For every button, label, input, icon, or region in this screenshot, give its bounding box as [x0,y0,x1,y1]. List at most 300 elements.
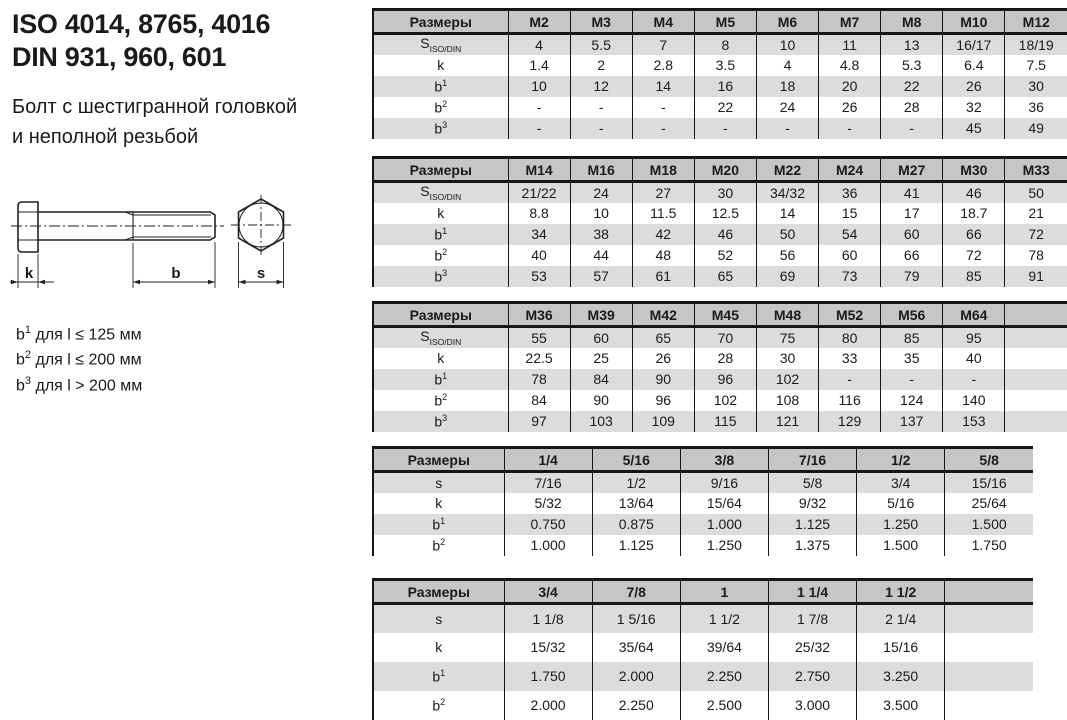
row-label: $b^1$ [373,662,504,691]
value-cell: 46 [694,224,756,245]
value-cell: 18/19 [1005,34,1067,55]
metric-table-m2-m12 [372,8,1067,139]
value-cell: 2.250 [592,691,680,720]
value-cell: 15/32 [504,633,592,662]
value-cell: 8.8 [508,203,570,224]
value-cell: 1/2 [592,472,680,493]
size-column-header: M2 [508,10,570,34]
value-cell: 2.250 [680,662,768,691]
value-cell: 22 [881,76,943,97]
table-header-row [373,580,1033,604]
value-cell: 84 [508,390,570,411]
value-cell: 42 [632,224,694,245]
table-corner-label: Размеры [373,448,504,472]
value-cell: 15 [819,203,881,224]
value-cell: 34/32 [756,182,818,203]
dimension-row [373,327,1067,348]
value-cell: 40 [943,348,1005,369]
value-cell: 1 7/8 [768,604,856,633]
value-cell: 3.5 [694,55,756,76]
value-cell: 11 [819,34,881,55]
value-cell: 3.250 [857,662,945,691]
empty-column-header [945,580,1033,604]
value-cell: 60 [881,224,943,245]
size-column-header: M52 [819,303,881,327]
value-cell: 22.5 [508,348,570,369]
value-cell: 26 [943,76,1005,97]
value-cell: 28 [694,348,756,369]
value-cell: 27 [632,182,694,203]
value-cell: 3/4 [857,472,945,493]
value-cell: - [943,369,1005,390]
value-cell: 95 [943,327,1005,348]
row-label: s [373,604,504,633]
value-cell: 38 [570,224,632,245]
value-cell: 21/22 [508,182,570,203]
dimension-row [373,369,1067,390]
value-cell: 13 [881,34,943,55]
dim-label-b: b [171,265,181,282]
value-cell: 109 [632,411,694,432]
value-cell: 3.000 [768,691,856,720]
value-cell: 26 [819,97,881,118]
value-cell: 73 [819,266,881,287]
footnotes [16,320,142,396]
value-cell: - [881,369,943,390]
value-cell: 50 [1005,182,1067,203]
table-corner-label: Размеры [373,580,504,604]
size-column-header: 1 1/4 [768,580,856,604]
value-cell: 1.750 [504,662,592,691]
value-cell: 12.5 [694,203,756,224]
dimension-row [373,535,1033,556]
value-cell: 5/32 [504,493,592,514]
value-cell: 96 [694,369,756,390]
value-cell: 2.750 [768,662,856,691]
empty-cell [945,691,1033,720]
empty-cell [945,662,1033,691]
value-cell: 1.000 [504,535,592,556]
value-cell: 85 [881,327,943,348]
value-cell: 2.000 [504,691,592,720]
value-cell: 7.5 [1005,55,1067,76]
value-cell: - [632,97,694,118]
value-cell: 102 [756,369,818,390]
size-column-header: M48 [756,303,818,327]
dimension-row [373,224,1067,245]
value-cell: 9/32 [768,493,856,514]
table-corner-label: Размеры [373,303,508,327]
value-cell: 39/64 [680,633,768,662]
value-cell: 16 [694,76,756,97]
dimension-row [373,55,1067,76]
value-cell: 1.125 [768,514,856,535]
value-cell: 96 [632,390,694,411]
value-cell: 6.4 [943,55,1005,76]
value-cell: 72 [943,245,1005,266]
size-column-header: M42 [632,303,694,327]
dimension-row [373,390,1067,411]
value-cell: - [570,118,632,139]
size-column-header: M4 [632,10,694,34]
dim-label-k: k [24,265,34,282]
value-cell: 90 [570,390,632,411]
value-cell: - [508,97,570,118]
value-cell: 52 [694,245,756,266]
row-label: $b^2$ [373,245,508,266]
size-column-header: M5 [694,10,756,34]
footnote-b1: $b^1$ для l ≤ 125 мм [16,324,142,344]
row-label: s [373,472,504,493]
value-cell: 35/64 [592,633,680,662]
value-cell: 108 [756,390,818,411]
value-cell: 25 [570,348,632,369]
value-cell: 32 [943,97,1005,118]
row-label: $b^2$ [373,535,504,556]
row-label: $S_{ISO/DIN}$ [373,34,508,55]
row-label: $b^2$ [373,97,508,118]
product-name [12,92,297,152]
size-column-header: M39 [570,303,632,327]
value-cell: 36 [1005,97,1067,118]
value-cell: 124 [881,390,943,411]
value-cell: 10 [570,203,632,224]
iso-standards-line: ISO 4014, 8765, 4016 [12,9,271,39]
value-cell: 34 [508,224,570,245]
value-cell: 15/64 [680,493,768,514]
value-cell: 2.8 [632,55,694,76]
value-cell: 50 [756,224,818,245]
value-cell: 7 [632,34,694,55]
value-cell: 79 [881,266,943,287]
value-cell: - [632,118,694,139]
row-label: $b^1$ [373,76,508,97]
size-column-header: M7 [819,10,881,34]
size-column-header: M36 [508,303,570,327]
value-cell: 20 [819,76,881,97]
value-cell: 115 [694,411,756,432]
value-cell: - [570,97,632,118]
imperial-table-quarter-to-5-8 [372,446,1033,556]
size-column-header: 5/8 [945,448,1033,472]
empty-cell [945,604,1033,633]
size-column-header: 1 1/2 [857,580,945,604]
row-label: $b^2$ [373,390,508,411]
empty-cell [1005,369,1067,390]
size-column-header: 1/4 [504,448,592,472]
value-cell: 78 [1005,245,1067,266]
value-cell: 137 [881,411,943,432]
size-column-header: 3/8 [680,448,768,472]
value-cell: 16/17 [943,34,1005,55]
value-cell: 85 [943,266,1005,287]
size-column-header: M12 [1005,10,1067,34]
value-cell: 1.500 [945,514,1033,535]
value-cell: 30 [756,348,818,369]
value-cell: 11.5 [632,203,694,224]
value-cell: 140 [943,390,1005,411]
row-label: k [373,633,504,662]
size-column-header: 7/8 [592,580,680,604]
value-cell: 60 [819,245,881,266]
value-cell: 91 [1005,266,1067,287]
dimension-row [373,514,1033,535]
value-cell: 65 [632,327,694,348]
value-cell: 13/64 [592,493,680,514]
value-cell: 18 [756,76,818,97]
value-cell: 22 [694,97,756,118]
size-column-header: M27 [881,158,943,182]
dimension-row [373,348,1067,369]
standards-title [12,8,270,74]
value-cell: 4 [508,34,570,55]
value-cell: 0.750 [504,514,592,535]
value-cell: 45 [943,118,1005,139]
empty-cell [1005,411,1067,432]
row-label: $S_{ISO/DIN}$ [373,327,508,348]
value-cell: 4 [756,55,818,76]
value-cell: 90 [632,369,694,390]
value-cell: 55 [508,327,570,348]
dimension-row [373,691,1033,720]
value-cell: 66 [881,245,943,266]
value-cell: 15/16 [857,633,945,662]
size-column-header: 1 [680,580,768,604]
value-cell: 26 [632,348,694,369]
value-cell: 1 5/16 [592,604,680,633]
size-column-header: M6 [756,10,818,34]
din-standards-line: DIN 931, 960, 601 [12,42,227,72]
size-column-header: M18 [632,158,694,182]
value-cell: 18.7 [943,203,1005,224]
tables-panel [372,0,1067,720]
value-cell: 15/16 [945,472,1033,493]
value-cell: 3.500 [857,691,945,720]
value-cell: 30 [1005,76,1067,97]
value-cell: 10 [508,76,570,97]
value-cell: 66 [943,224,1005,245]
value-cell: 153 [943,411,1005,432]
info-panel [0,0,372,720]
size-column-header: M3 [570,10,632,34]
dimension-row [373,411,1067,432]
size-column-header: M8 [881,10,943,34]
value-cell: 40 [508,245,570,266]
value-cell: 28 [881,97,943,118]
value-cell: 84 [570,369,632,390]
value-cell: 5.5 [570,34,632,55]
empty-cell [1005,327,1067,348]
value-cell: 9/16 [680,472,768,493]
size-column-header: M56 [881,303,943,327]
dimension-row [373,604,1033,633]
value-cell: 1.500 [857,535,945,556]
metric-table-m14-m33 [372,156,1067,287]
size-column-header: M24 [819,158,881,182]
size-column-header: M10 [943,10,1005,34]
value-cell: 103 [570,411,632,432]
value-cell: 35 [881,348,943,369]
value-cell: 2 1/4 [857,604,945,633]
footnote-b3: $b^3$ для l > 200 мм [16,374,143,394]
value-cell: 2.000 [592,662,680,691]
row-label: k [373,203,508,224]
value-cell: 1 1/2 [680,604,768,633]
dimension-row [373,203,1067,224]
value-cell: 48 [632,245,694,266]
table-header-row [373,303,1067,327]
dimension-table-4 [372,446,1033,556]
table-header-row [373,10,1067,34]
value-cell: - [819,118,881,139]
value-cell: 12 [570,76,632,97]
value-cell: 4.8 [819,55,881,76]
row-label: $b^1$ [373,224,508,245]
value-cell: 25/32 [768,633,856,662]
value-cell: 61 [632,266,694,287]
size-column-header: M45 [694,303,756,327]
imperial-table-3-4-to-1-1-2 [372,578,1033,720]
size-column-header: 7/16 [768,448,856,472]
value-cell: 57 [570,266,632,287]
value-cell: 17 [881,203,943,224]
value-cell: 60 [570,327,632,348]
row-label: $b^3$ [373,118,508,139]
row-label: $b^1$ [373,514,504,535]
size-column-header: 5/16 [592,448,680,472]
value-cell: 7/16 [504,472,592,493]
size-column-header: 1/2 [857,448,945,472]
value-cell: 53 [508,266,570,287]
value-cell: 70 [694,327,756,348]
dimension-table-1 [372,8,1067,139]
size-column-header: M30 [943,158,1005,182]
value-cell: - [508,118,570,139]
product-name-line-2: и неполной резьбой [12,126,199,148]
value-cell: - [756,118,818,139]
bolt-head-side-view [18,202,38,252]
row-label: k [373,55,508,76]
value-cell: 1.000 [680,514,768,535]
value-cell: 1.750 [945,535,1033,556]
bolt-head-end-view [231,195,291,255]
value-cell: - [881,118,943,139]
bolt-drawing-svg [8,190,308,315]
row-label: k [373,348,508,369]
value-cell: 24 [756,97,818,118]
value-cell: 21 [1005,203,1067,224]
value-cell: 69 [756,266,818,287]
size-column-header: M16 [570,158,632,182]
table-header-row [373,448,1033,472]
bolt-technical-drawing [8,190,308,315]
empty-cell [1005,348,1067,369]
value-cell: 5/8 [768,472,856,493]
value-cell: 0.875 [592,514,680,535]
size-column-header: M14 [508,158,570,182]
value-cell: 1 1/8 [504,604,592,633]
dimension-row [373,97,1067,118]
dimension-table-3 [372,301,1067,432]
row-label: $b^3$ [373,411,508,432]
value-cell: 5/16 [857,493,945,514]
value-cell: 41 [881,182,943,203]
value-cell: 10 [756,34,818,55]
value-cell: 8 [694,34,756,55]
dimension-row [373,245,1067,266]
value-cell: 75 [756,327,818,348]
value-cell: 1.250 [680,535,768,556]
value-cell: 25/64 [945,493,1033,514]
dimension-table-5 [372,578,1033,720]
footnote-b2: $b^2$ для l ≤ 200 мм [16,349,142,369]
dim-label-s: s [256,265,266,282]
dimension-row [373,493,1033,514]
value-cell: 46 [943,182,1005,203]
value-cell: 56 [756,245,818,266]
dimension-row [373,34,1067,55]
value-cell: 49 [1005,118,1067,139]
table-corner-label: Размеры [373,10,508,34]
value-cell: 78 [508,369,570,390]
value-cell: 1.125 [592,535,680,556]
value-cell: 2 [570,55,632,76]
value-cell: 54 [819,224,881,245]
row-label: $S_{ISO/DIN}$ [373,182,508,203]
dimension-row [373,76,1067,97]
value-cell: - [819,369,881,390]
row-label: $b^3$ [373,266,508,287]
value-cell: 14 [756,203,818,224]
value-cell: 80 [819,327,881,348]
value-cell: 72 [1005,224,1067,245]
dimension-row [373,182,1067,203]
table-header-row [373,158,1067,182]
value-cell: 33 [819,348,881,369]
value-cell: 129 [819,411,881,432]
value-cell: 1.4 [508,55,570,76]
product-name-line-1: Болт с шестигранной головкой [12,96,298,118]
dimension-row [373,662,1033,691]
row-label: $b^2$ [373,691,504,720]
value-cell: 65 [694,266,756,287]
dimension-table-2 [372,156,1067,287]
value-cell: 116 [819,390,881,411]
table-corner-label: Размеры [373,158,508,182]
value-cell: 14 [632,76,694,97]
value-cell: 30 [694,182,756,203]
dimension-row [373,472,1033,493]
value-cell: 44 [570,245,632,266]
size-column-header: M22 [756,158,818,182]
row-label: k [373,493,504,514]
value-cell: 24 [570,182,632,203]
dimension-row [373,266,1067,287]
empty-column-header [1005,303,1067,327]
size-column-header: M64 [943,303,1005,327]
value-cell: 1.375 [768,535,856,556]
size-column-header: M33 [1005,158,1067,182]
value-cell: 36 [819,182,881,203]
empty-cell [1005,390,1067,411]
dimension-row [373,633,1033,662]
dimension-row [373,118,1067,139]
empty-cell [945,633,1033,662]
row-label: $b^1$ [373,369,508,390]
value-cell: 5.3 [881,55,943,76]
size-column-header: 3/4 [504,580,592,604]
size-column-header: M20 [694,158,756,182]
